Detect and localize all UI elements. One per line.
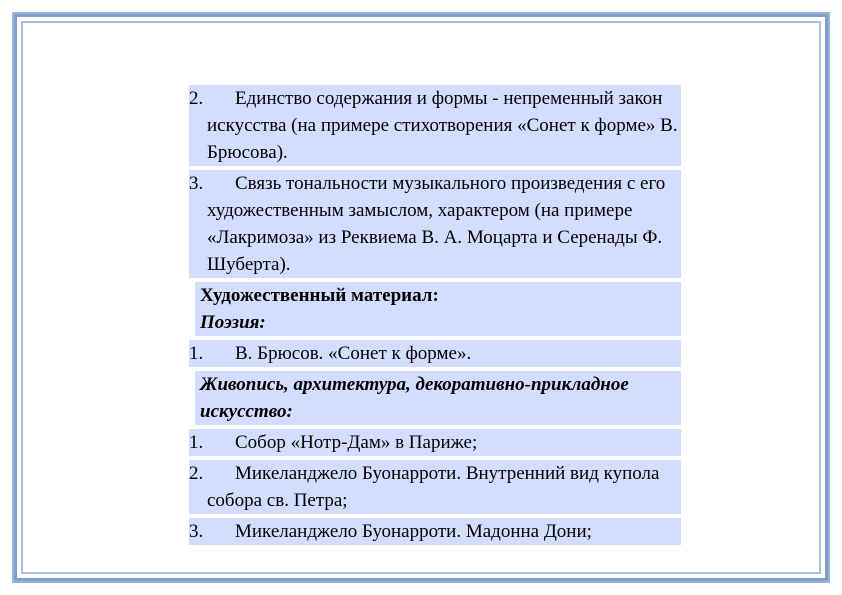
item-number: 3. bbox=[189, 173, 204, 194]
item-text: Собор «Нотр-Дам» в Париже; bbox=[235, 432, 478, 453]
item-text: Микеланджело Буонарроти. Мадонна Дони; bbox=[235, 521, 592, 542]
list-item bbox=[189, 518, 681, 545]
item-number: 3. bbox=[189, 521, 204, 542]
item-number: 1. bbox=[189, 343, 204, 364]
item-text: Микеланджело Буонарроти. Внутренний вид купола собора св. Петра; bbox=[207, 463, 660, 511]
item-text: В. Брюсов. «Сонет к форме». bbox=[235, 343, 472, 364]
item-number: 1. bbox=[189, 432, 204, 453]
item-text: Единство содержания и формы - непременный закон искусства (на примере стихотворения «Сонет к форме» В. Брюсова). bbox=[207, 88, 678, 163]
slide-content bbox=[189, 85, 681, 549]
list-item bbox=[189, 85, 681, 166]
list-item bbox=[189, 460, 681, 514]
item-number: 2. bbox=[189, 88, 204, 109]
art-heading: Живопись, архитектура, декоративно-прикладное искусство: bbox=[195, 371, 681, 425]
material-heading: Художественный материал: bbox=[195, 282, 681, 309]
list-item bbox=[189, 170, 681, 278]
item-text: Связь тональности музыкального произведения с его художественным замыслом, характером (на примере «Лакримоза» из Реквиема В. А. Моцарта и Серенады Ф. Шуберта). bbox=[207, 173, 666, 275]
poetry-heading: Поэзия: bbox=[195, 309, 681, 336]
list-item bbox=[189, 429, 681, 456]
list-item bbox=[189, 340, 681, 367]
item-number: 2. bbox=[189, 463, 204, 484]
